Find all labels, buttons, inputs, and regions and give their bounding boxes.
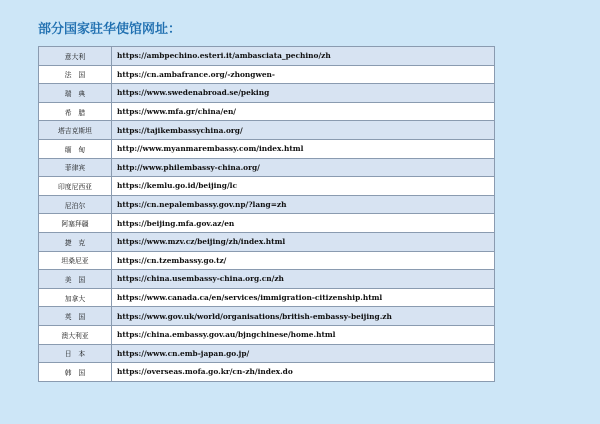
table-row bbox=[39, 325, 495, 344]
table-row bbox=[39, 65, 495, 84]
embassy-url-link[interactable]: http://www.myanmarembassy.com/index.html bbox=[112, 139, 495, 158]
table-row bbox=[39, 121, 495, 140]
embassy-table bbox=[38, 46, 495, 382]
embassy-url-link[interactable]: https://cn.nepalembassy.gov.np/?lang=zh bbox=[112, 195, 495, 214]
country-cell: 法 国 bbox=[39, 65, 112, 84]
embassy-url-link[interactable]: https://china.usembassy-china.org.cn/zh bbox=[112, 270, 495, 289]
country-cell: 阿塞拜疆 bbox=[39, 214, 112, 233]
country-cell: 菲律宾 bbox=[39, 158, 112, 177]
country-cell: 缅 甸 bbox=[39, 139, 112, 158]
table-row bbox=[39, 195, 495, 214]
table-row bbox=[39, 214, 495, 233]
country-cell: 加拿大 bbox=[39, 288, 112, 307]
table-row bbox=[39, 363, 495, 382]
embassy-url-link[interactable]: https://www.mfa.gr/china/en/ bbox=[112, 102, 495, 121]
embassy-url-link[interactable]: https://kemlu.go.id/beijing/lc bbox=[112, 177, 495, 196]
country-cell: 日 本 bbox=[39, 344, 112, 363]
table-row bbox=[39, 307, 495, 326]
table-row bbox=[39, 288, 495, 307]
embassy-url-link[interactable]: https://ambpechino.esteri.it/ambasciata_pechino/zh bbox=[112, 47, 495, 66]
table-row bbox=[39, 84, 495, 103]
embassy-url-link[interactable]: https://www.cn.emb-japan.go.jp/ bbox=[112, 344, 495, 363]
embassy-url-link[interactable]: https://china.embassy.gov.au/bjngchinese/home.html bbox=[112, 325, 495, 344]
country-cell: 美 国 bbox=[39, 270, 112, 289]
country-cell: 英 国 bbox=[39, 307, 112, 326]
country-cell: 希 腊 bbox=[39, 102, 112, 121]
embassy-url-link[interactable]: https://overseas.mofa.go.kr/cn-zh/index.do bbox=[112, 363, 495, 382]
table-row bbox=[39, 102, 495, 121]
table-row bbox=[39, 47, 495, 66]
country-cell: 塔吉克斯坦 bbox=[39, 121, 112, 140]
table-row bbox=[39, 344, 495, 363]
embassy-url-link[interactable]: https://www.swedenabroad.se/peking bbox=[112, 84, 495, 103]
embassy-url-link[interactable]: https://www.gov.uk/world/organisations/british-embassy-beijing.zh bbox=[112, 307, 495, 326]
country-cell: 澳大利亚 bbox=[39, 325, 112, 344]
country-cell: 韩 国 bbox=[39, 363, 112, 382]
table-row bbox=[39, 139, 495, 158]
country-cell: 尼泊尔 bbox=[39, 195, 112, 214]
country-cell: 瑞 典 bbox=[39, 84, 112, 103]
embassy-url-link[interactable]: https://cn.tzembassy.go.tz/ bbox=[112, 251, 495, 270]
country-cell: 捷 克 bbox=[39, 232, 112, 251]
table-row bbox=[39, 251, 495, 270]
country-cell: 坦桑尼亚 bbox=[39, 251, 112, 270]
embassy-url-link[interactable]: https://www.mzv.cz/beijing/zh/index.html bbox=[112, 232, 495, 251]
embassy-url-link[interactable]: https://beijing.mfa.gov.az/en bbox=[112, 214, 495, 233]
table-row bbox=[39, 177, 495, 196]
embassy-url-link[interactable]: http://www.philembassy-china.org/ bbox=[112, 158, 495, 177]
embassy-url-link[interactable]: https://www.canada.ca/en/services/immigration-citizenship.html bbox=[112, 288, 495, 307]
page-title: 部分国家驻华使馆网址： bbox=[38, 22, 182, 37]
embassy-url-link[interactable]: https://cn.ambafrance.org/-zhongwen- bbox=[112, 65, 495, 84]
table-row bbox=[39, 158, 495, 177]
embassy-url-link[interactable]: https://tajikembassychina.org/ bbox=[112, 121, 495, 140]
country-cell: 印度尼西亚 bbox=[39, 177, 112, 196]
country-cell: 意大利 bbox=[39, 47, 112, 66]
table-row bbox=[39, 270, 495, 289]
table-row bbox=[39, 232, 495, 251]
